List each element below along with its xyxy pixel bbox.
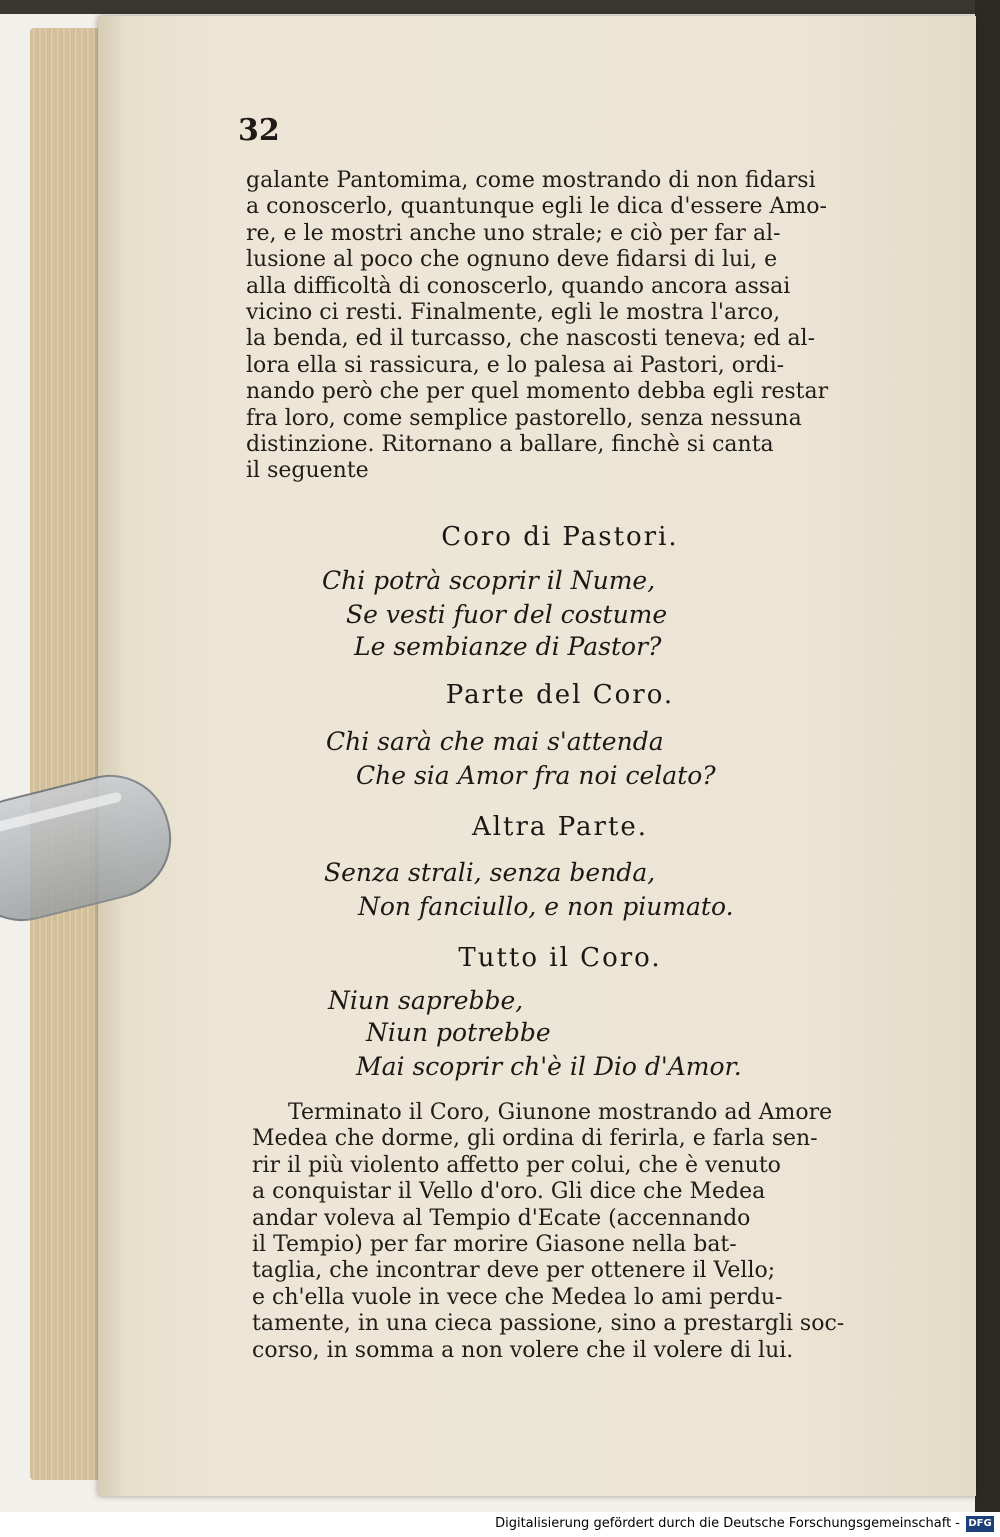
- paragraph-2: [252, 1100, 882, 1364]
- section-heading-parte-del-coro: Parte del Coro.: [445, 680, 675, 710]
- paragraph-1-line: distinzione. Ritornano a ballare, finchè si canta: [246, 432, 774, 458]
- verse-line: Chi potrà scoprir il Nume,: [322, 566, 656, 595]
- paragraph-1-line: la benda, ed il turcasso, che nascosti teneva; ed al-: [246, 326, 816, 352]
- paragraph-2-line: corso, in somma a non volere che il volere di lui.: [252, 1337, 794, 1363]
- scan-background-top: [0, 0, 1000, 14]
- section-heading-coro-di-pastori: Coro di Pastori.: [441, 522, 679, 552]
- paragraph-1-line: fra loro, come semplice pastorello, senza nessuna: [246, 405, 802, 431]
- paragraph-2-line: e ch'ella vuole in vece che Medea lo ami perdu-: [252, 1284, 783, 1310]
- verse-line: Senza strali, senza benda,: [324, 858, 656, 887]
- section-heading-altra-parte: Altra Parte.: [471, 812, 649, 842]
- paragraph-2-line: taglia, che incontrar deve per ottenere il Vello;: [252, 1258, 776, 1284]
- paragraph-1-line: lora ella si rassicura, e lo palesa ai Pastori, ordi-: [246, 352, 785, 378]
- verse-line: Mai scoprir ch'è il Dio d'Amor.: [356, 1052, 742, 1081]
- verse-line: Se vesti fuor del costume: [346, 600, 668, 629]
- paragraph-2-line: andar voleva al Tempio d'Ecate (accennando: [252, 1205, 751, 1231]
- paragraph-2-line: Terminato il Coro, Giunone mostrando ad Amore: [288, 1100, 833, 1125]
- paragraph-1-line: galante Pantomima, come mostrando di non fidarsi: [246, 168, 816, 193]
- footer-bar: [0, 1512, 1000, 1537]
- paragraph-1-line: re, e le mostri anche uno strale; e ciò per far al-: [246, 220, 781, 246]
- paragraph-2-line: Medea che dorme, gli ordina di ferirla, e farla sen-: [252, 1126, 818, 1152]
- section-heading-tutto-il-coro: Tutto il Coro.: [458, 943, 662, 973]
- paragraph-1-line: a conoscerlo, quantunque egli le dica d'essere Amo-: [246, 194, 827, 220]
- verse-line: Non fanciullo, e non piumato.: [358, 892, 734, 921]
- scan-background-right: [975, 0, 1000, 1512]
- paragraph-1: [246, 168, 876, 485]
- page-number: 32: [238, 113, 280, 148]
- footer-credit: Digitalisierung gefördert durch die Deutsche Forschungsgemeinschaft -: [495, 1516, 960, 1531]
- paragraph-1-line: lusione al poco che ognuno deve fidarsi di lui, e: [246, 247, 778, 273]
- verse-line: Chi sarà che mai s'attenda: [326, 727, 664, 756]
- paragraph-2-line: tamente, in una cieca passione, sino a prestargli soc-: [252, 1311, 845, 1337]
- paragraph-1-line: alla difficoltà di conoscerlo, quando ancora assai: [246, 273, 791, 299]
- verse-line: Niun saprebbe,: [328, 986, 524, 1015]
- verse-line: Le sembianze di Pastor?: [354, 632, 662, 661]
- verse-line: Niun potrebbe: [366, 1018, 551, 1047]
- dfg-logo: DFG: [966, 1516, 994, 1532]
- paragraph-1-line: il seguente: [246, 458, 369, 484]
- verse-line: Che sia Amor fra noi celato?: [356, 761, 716, 790]
- holder-reflection: [0, 791, 122, 835]
- paragraph-1-line: vicino ci resti. Finalmente, egli le mostra l'arco,: [246, 300, 781, 326]
- paragraph-1-line: nando però che per quel momento debba egli restar: [246, 379, 829, 405]
- paragraph-2-line: a conquistar il Vello d'oro. Gli dice che Medea: [252, 1179, 766, 1205]
- paragraph-2-line: rir il più violento affetto per colui, che è venuto: [252, 1152, 781, 1178]
- paragraph-2-line: il Tempio) per far morire Giasone nella bat-: [252, 1232, 737, 1258]
